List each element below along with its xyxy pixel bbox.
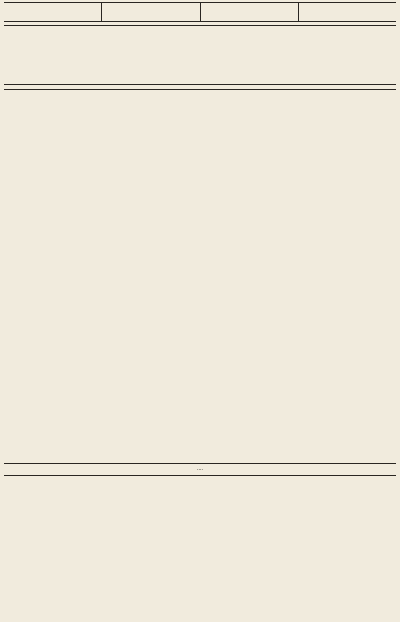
divider [4,84,396,85]
page [4,2,396,620]
year-header [4,2,396,22]
year-cell [101,3,199,21]
divider [4,463,396,464]
year-cell [298,3,396,21]
divider [4,475,396,476]
year-cell [200,3,298,21]
half-pay-entry: .... [197,466,203,472]
divider [4,25,396,26]
year-cell [4,3,101,21]
unattached-table [4,96,396,461]
divider [4,89,396,90]
second-lieutenants-table [4,28,396,82]
